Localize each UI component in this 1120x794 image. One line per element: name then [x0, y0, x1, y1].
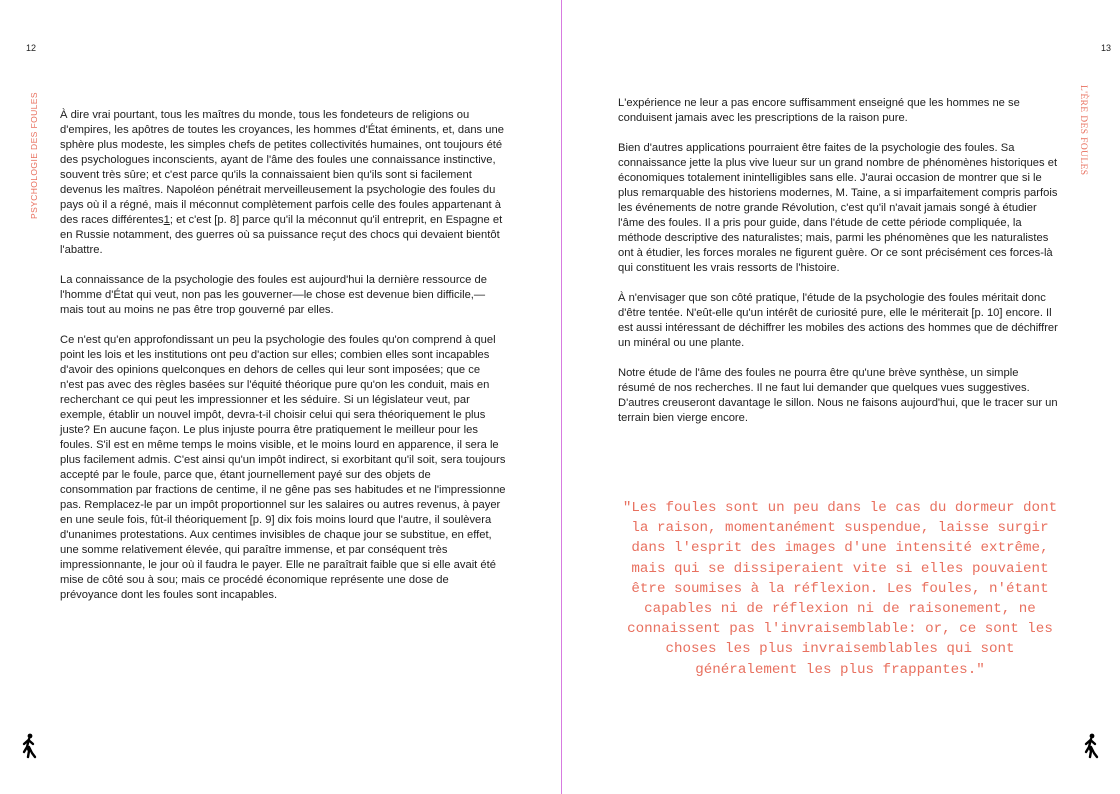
running-head-left: PSYCHOLOGIE DES FOULES [29, 92, 39, 219]
walking-person-icon [20, 733, 38, 759]
left-body-text [60, 108, 506, 618]
paragraph: L'expérience ne leur a pas encore suffisamment enseigné que les hommes ne se conduisent jamais avec les prescriptions de la raison pure. [618, 97, 1020, 124]
page-number-left: 12 [26, 43, 37, 53]
paragraph: Ce n'est qu'en approfondissant un peu la psychologie des foules qu'on comprend à quel point les lois et les institutions ont peu d'action sur elles; combien elles sont incapables d'avoir des opinions quelconques en dehors de celles qui leur sont imposées; que ce n'est pas avec des règles basées sur l'équité théorique pure qu'on les conduit, mais en recherchant ce qui peut les impressionner et les séduire. Si un législateur veut, par exemple, établir un nouvel impôt, devra-t-il choisir celui qui sera théoriquement le plus juste? En aucune façon. Le plus injuste pourra être pratiquement le meilleur pour les foules. S'il est en même temps le moins visible, et le moins lourd en apparence, il sera le plus facilement admis. C'est ainsi qu'un impôt indirect, si exorbitant qu'il soit, sera toujours accepté par le foule, parce que, étant journellement payé sur des objets de consommation par fractions de centime, il ne gêne pas ses habitudes et ne l'impressionne pas. Remplacez-le par un impôt proportionnel sur les salaires ou autres revenus, à payer en une seule fois, fût-il théoriquement [p. 9] dix fois moins lourd que l'autre, il soulèvera d'unanimes protestations. Aux centimes invisibles de chaque jour se substitue, en effet, une somme relativement élevée, qui paraître immense, et par conséquent très impressionnante, le jour où il faudra le payer. Elle ne paraîtrait faible que si elle avait été mise de côté sou à sou; mais ce procédé économique représente une dose de prévoyance dont les foules sont incapables. [60, 334, 506, 601]
right-body-text [618, 96, 1058, 441]
running-head-right: L'ÈRE DES FOULES [1078, 85, 1088, 176]
paragraph: Bien d'autres applications pourraient être faites de la psychologie des foules. Sa connaissance jette la plus vive lueur sur un grand nombre de phénomènes historiques et économiques totalement inintelligibles sans elle. J'aurai occasion de montrer que si le plus remarquable des historiens modernes, M. Taine, a si imparfaitement compris parfois les événements de notre grande Révolution, c'est qu'il n'avait jamais songé à étudier l'âme des foules. Il a pris pour guide, dans l'étude de cette période compliquée, la méthode descriptive des naturalistes; mais, parmi les phénomènes que les naturalistes ont à étudier, les forces morales ne figurent guère. Or ce sont précisément ces forces-là qui constituent les vrais ressorts de l'histoire. [618, 142, 1058, 274]
paragraph [60, 108, 506, 258]
walking-person-icon [1082, 733, 1100, 759]
pull-quote: "Les foules sont un peu dans le cas du dormeur dont la raison, momentanément suspendue, laisse surgir dans l'esprit des images d'une intensité extrême, mais qui se dissiperaient vite si elles pouvaient être soumises à la réflexion. Les foules, n'étant capables ni de réflexion ni de raisonement, ne connaissent pas l'invraisemblable: or, ce sont les choses les plus invraisemblables qui sont généralement les plus frappantes." [622, 500, 1058, 678]
page-number-right: 13 [1100, 43, 1111, 53]
paragraph-text: À dire vrai pourtant, tous les maîtres du monde, tous les fondeteurs de religions ou d'empires, les apôtres de toutes les croyances, les hommes d'État éminents, et, dans une sphère plus modeste, les simples chefs de petites collectivités humaines, ont toujours été des psychologues inconscients, ayant de l'âme des foules une connaissance instinctive, souvent très sûre; et c'est parce qu'ils la connaissaient bien qu'ils sont si facilement devenus les maîtres. Napoléon pénétrait merveilleusement la psychologie des foules du pays où il a régné, mais il méconnut complètement parfois celle des foules appartenant à des races différentes [60, 109, 504, 226]
paragraph: La connaissance de la psychologie des foules est aujourd'hui la dernière ressource de l'homme d'État qui veut, non pas les gouverner—le chose est devenue bien difficile,—mais tout au moins ne pas être trop gouverné par elles. [60, 274, 487, 316]
paragraph-text: ; et c'est [p. 8] parce qu'il la méconnut qu'il entreprit, en Espagne et en Russie notamment, des guerres où sa puissance reçut des chocs qui devaient bientôt l'abattre. [60, 214, 503, 256]
paragraph: Notre étude de l'âme des foules ne pourra être qu'une brève synthèse, un simple résumé de nos recherches. Il ne faut lui demander que quelques vues suggestives. D'autres creuseront davantage le sillon. Nous ne faisons aujourd'hui, que le tracer sur un terrain bien vierge encore. [618, 367, 1058, 424]
paragraph: À n'envisager que son côté pratique, l'étude de la psychologie des foules méritait donc d'être tentée. N'eût-elle qu'un intérêt de curiosité pure, elle le mériterait [p. 10] encore. Il est aussi intéressant de déchiffrer les mobiles des actions des hommes que de déchiffrer un minéral ou une plante. [618, 292, 1058, 349]
footnote-link[interactable]: 1 [163, 214, 170, 226]
